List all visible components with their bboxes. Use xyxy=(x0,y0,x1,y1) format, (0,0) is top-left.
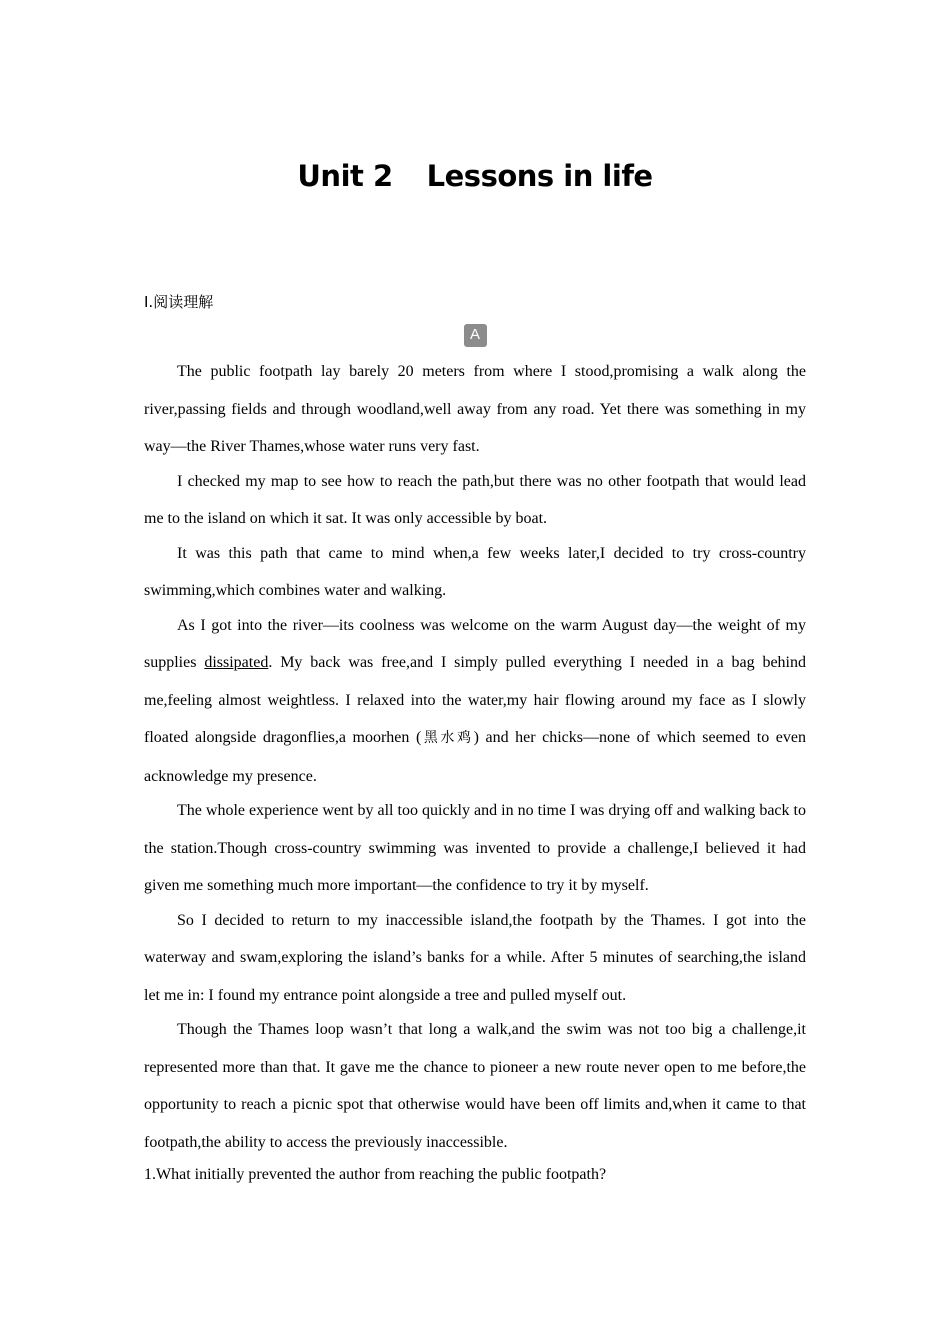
chinese-gloss: 黑水鸡 xyxy=(421,730,474,746)
passage-marker-badge: A xyxy=(464,324,487,347)
paragraph-1: The public footpath lay barely 20 meters from where I stood,promising a walk along the river,passing fields and through woodland,well away from any road. Yet there was something in my way—the River Thames,whose water runs very fast. xyxy=(144,363,806,455)
paragraph-4 xyxy=(144,607,806,796)
question-1: 1.What initially prevented the author from reaching the public footpath? xyxy=(144,1166,607,1183)
paragraph-2: I checked my map to see how to reach the path,but there was no other footpath that would lead me to the island on which it sat. It was only accessible by boat. xyxy=(144,472,806,527)
paragraph-4-part-3: ) and her chicks—none of which seemed to even acknowledge my presence. xyxy=(144,729,807,785)
passage-marker-wrap xyxy=(0,324,950,347)
page-title xyxy=(0,156,950,196)
underlined-word: dissipated xyxy=(204,654,269,671)
section-heading: Ⅰ.阅读理解 xyxy=(144,293,214,311)
paragraph-7: Though the Thames loop wasn’t that long a walk,and the swim was not too big a challenge,it represented more than that. It gave me the chance to pioneer a new route never open to me before,the opportunity to reach a picnic spot that otherwise would have been off limits and,when it came to that footpath,the ability to access the previously inaccessible. xyxy=(144,1021,806,1151)
paragraph-5: The whole experience went by all too quickly and in no time I was drying off and walking back to the station.Though cross-country swimming was invented to provide a challenge,I believed it had given me something much more important—the confidence to try it by myself. xyxy=(144,802,806,894)
unit-name: Lessons in life xyxy=(426,159,653,193)
paragraph-4-part-1: As I got into the river—its coolness was welcome on the warm August day—the weight of my supplies xyxy=(144,616,806,671)
paragraph-3: It was this path that came to mind when,a few weeks later,I decided to try cross-country swimming,which combines water and walking. xyxy=(144,544,806,599)
reading-passage xyxy=(144,353,806,1189)
paragraph-6: So I decided to return to my inaccessible island,the footpath by the Thames. I got into the waterway and swam,exploring the island’s banks for a while. After 5 minutes of searching,the island let me in: I found my entrance point alongside a tree and pulled myself out. xyxy=(144,911,806,1004)
unit-number: Unit 2 xyxy=(297,159,393,193)
paragraph-4-part-2: . My back was free,and I simply pulled everything I needed in a bag behind me,feeling almost weightless. I relaxed into the water,my hair flowing around my face as I slowly floated alongside dragonflies,a moorhen ( xyxy=(144,654,806,746)
